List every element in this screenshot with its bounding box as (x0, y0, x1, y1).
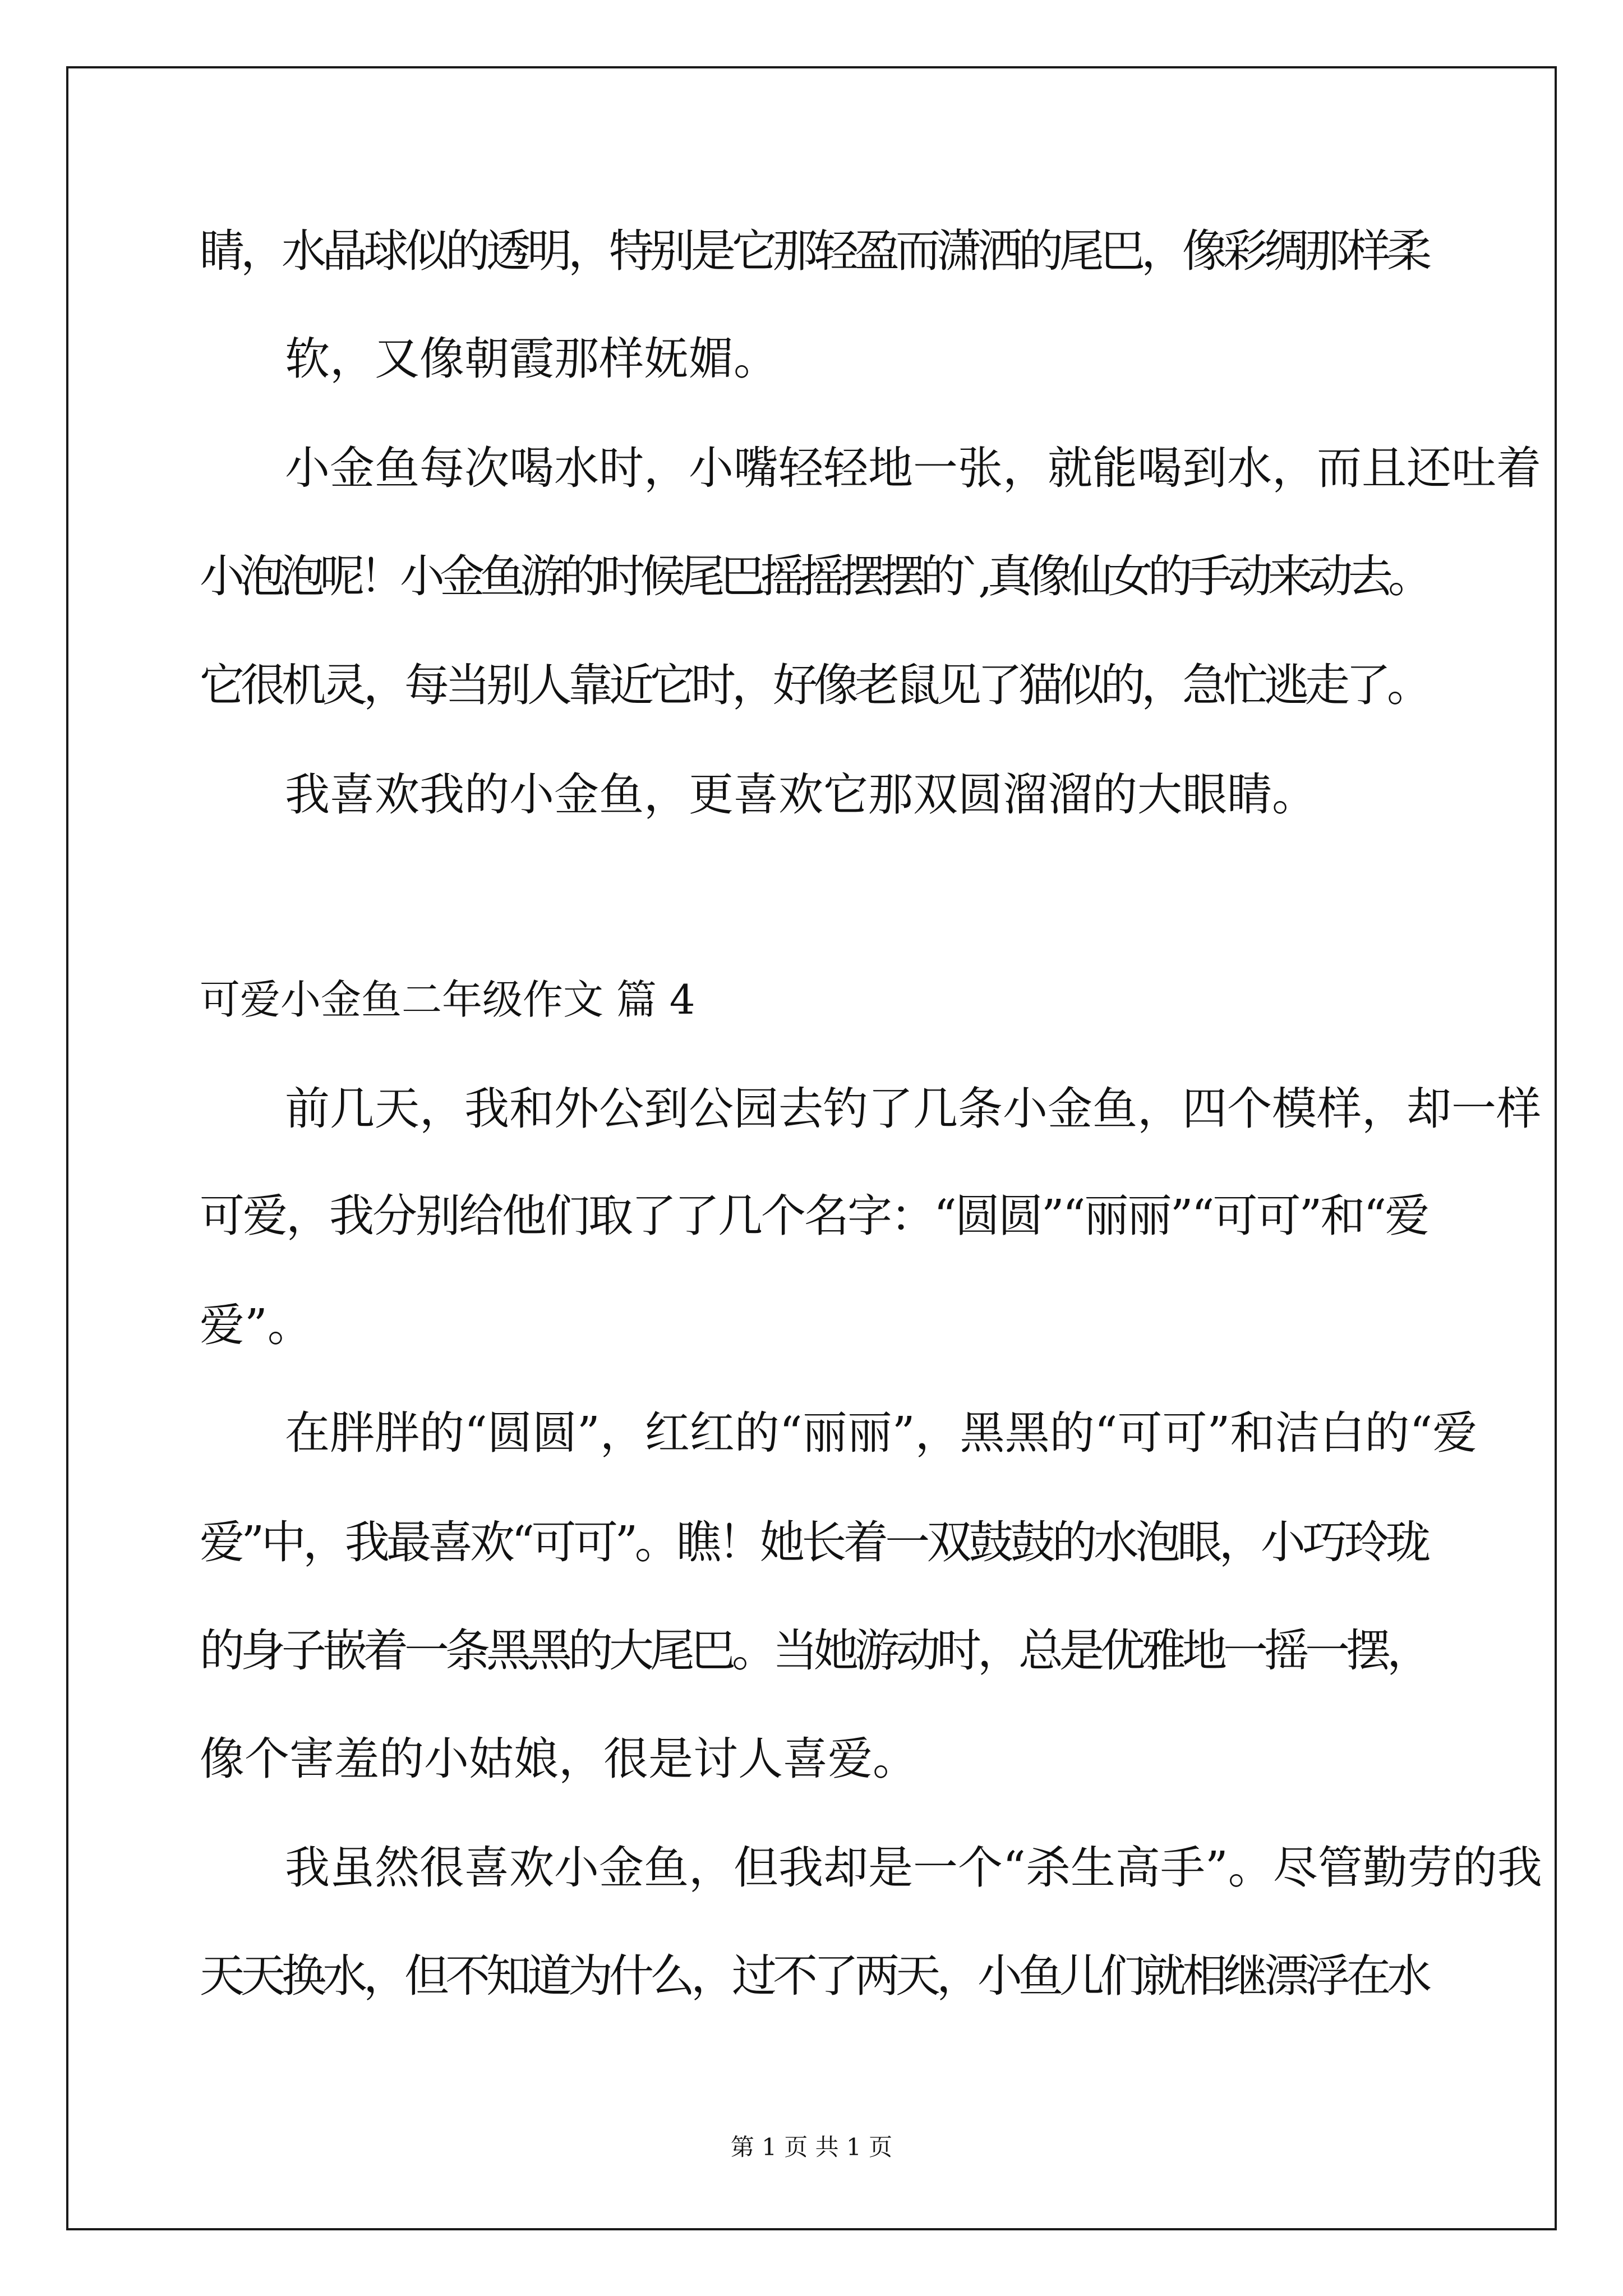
text-line: 我虽然很喜欢小金鱼，但我却是一个“杀生高手”。尽管勤劳的我 (285, 1842, 1542, 1894)
text-line: 它很机灵，每当别人靠近它时，好像老鼠见了猫似的，急忙逃走了。 (200, 659, 1428, 711)
text-line: 天天换水，但不知道为什么，过不了两天，小鱼儿们就相继漂浮在水 (200, 1950, 1428, 2002)
text-line: 小泡泡呢！小金鱼游的时候尾巴摇摇摆摆的`,真像仙女的手动来动去。 (200, 550, 1428, 602)
text-line: 小金鱼每次喝水时，小嘴轻轻地一张，就能喝到水，而且还吐着 (285, 442, 1541, 494)
text-line: 前几天，我和外公到公园去钓了几条小金鱼，四个模样，却一样 (285, 1083, 1541, 1135)
page-border (66, 66, 1557, 2230)
section-heading: 可爱小金鱼二年级作文 篇 4 (200, 976, 695, 1023)
text-line: 在胖胖的“圆圆”，红红的“丽丽”，黑黑的“可可”和洁白的“爱 (285, 1407, 1478, 1459)
text-line: 睛，水晶球似的透明，特别是它那轻盈而潇洒的尾巴，像彩绸那样柔 (200, 225, 1428, 277)
text-line: 可爱，我分别给他们取了了几个名字：“圆圆”“丽丽”“可可”和“爱 (200, 1190, 1428, 1242)
text-line: 我喜欢我的小金鱼，更喜欢它那双圆溜溜的大眼睛。 (285, 769, 1317, 821)
page-number: 第 1 页 共 1 页 (730, 2133, 893, 2161)
text-line: 爱”。 (200, 1299, 312, 1351)
text-line: 爱”中，我最喜欢“可可”。瞧！她长着一双鼓鼓的水泡眼，小巧玲珑 (200, 1516, 1428, 1568)
text-line: 软，又像朝霞那样妩媚。 (285, 333, 778, 385)
text-line: 像个害羞的小姑娘，很是讨人喜爱。 (200, 1733, 917, 1785)
text-line: 的身子嵌着一条黑黑的大尾巴。当她游动时，总是优雅地一摇一摆， (200, 1625, 1428, 1677)
